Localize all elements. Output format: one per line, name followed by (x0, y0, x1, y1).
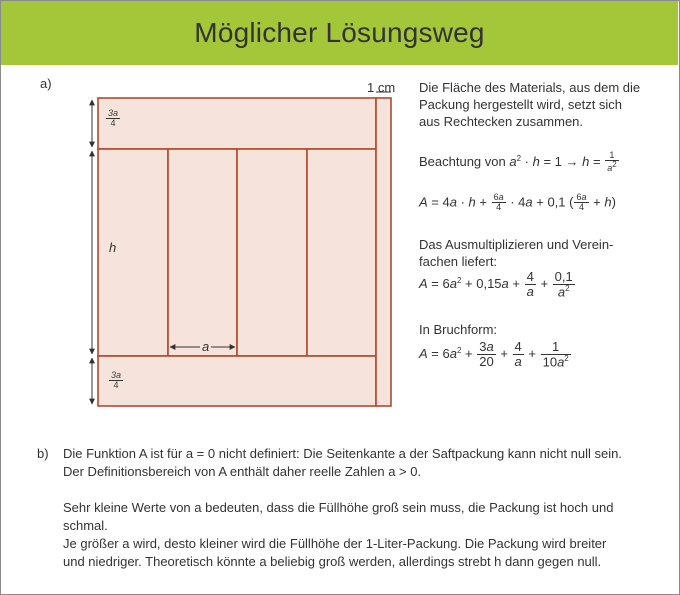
top-flap (98, 98, 376, 149)
top-flap-height-label: $\frac{3a}{4}$ (108, 108, 119, 129)
side-panel-3 (237, 149, 307, 356)
part-b-text (63, 445, 622, 571)
part-b-line-1: Die Funktion A ist für a = 0 nicht definiert: Die Seitenkante a der Saftpackung kann nicht null sein. (63, 446, 622, 461)
volume-condition: Beachtung von $a^2 \cdot h = 1 \to h$ = $\frac{1}{a^2}$ (419, 150, 617, 174)
bottom-flap-height-label: $\frac{3a}{4}$ (111, 370, 122, 391)
height-label: h (109, 240, 117, 255)
part-b-line-2: Der Definitionsbereich von A enthält daher reelle Zahlen a > 0. (63, 464, 422, 479)
width-label: a (202, 339, 210, 354)
expand-text: Das Ausmultiplizieren und Verein- fachen liefert: (419, 237, 614, 269)
part-a-label: a) (40, 76, 52, 91)
one-cm-label: 1 cm (367, 80, 396, 95)
expanded-formula: $A = 6a^2 + 0,15a$ + $\frac{4}{a}$ + $\frac{0,1}{a^2}$ (419, 269, 573, 299)
bottom-flap (98, 356, 376, 406)
page-title: Möglicher Lösungsweg (194, 17, 485, 48)
part-b-line-3: Sehr kleine Werte von a bedeuten, dass die Füllhöhe groß sein muss, die Packung ist hoch und (63, 500, 614, 515)
fraction-form-label: In Bruchform: (419, 322, 498, 337)
part-b-line-6: und niedriger. Theoretisch könnte a beliebig groß werden, allerdings strebt h dann gegen null. (63, 554, 602, 569)
area-formula: A = 4a · h + $\frac{6a}{4}$ · 4a + 0,1 ( $\frac{6a}{4}$ + h) (419, 192, 616, 213)
intro-text: Die Fläche des Materials, aus dem die Packung hergestellt wird, setzt sich aus Rechtecken zusammen. (419, 80, 641, 129)
side-panel-4 (307, 149, 376, 356)
glue-strip (376, 98, 391, 406)
packaging-net-diagram (78, 78, 398, 414)
title-banner (1, 1, 678, 65)
side-panel-2 (168, 149, 237, 356)
part-b-label: b) (37, 446, 49, 461)
part-b-line-5: Je größer a wird, desto kleiner wird die Füllhöhe der 1-Liter-Packung. Die Packung wird breiter (63, 536, 607, 551)
fraction-formula: $A = 6a^2$ + $\frac{3a}{20}$ + $\frac{4}{a}$ + $\frac{1}{10a^2}$ (419, 339, 569, 369)
part-b-line-4: schmal. (63, 518, 108, 533)
